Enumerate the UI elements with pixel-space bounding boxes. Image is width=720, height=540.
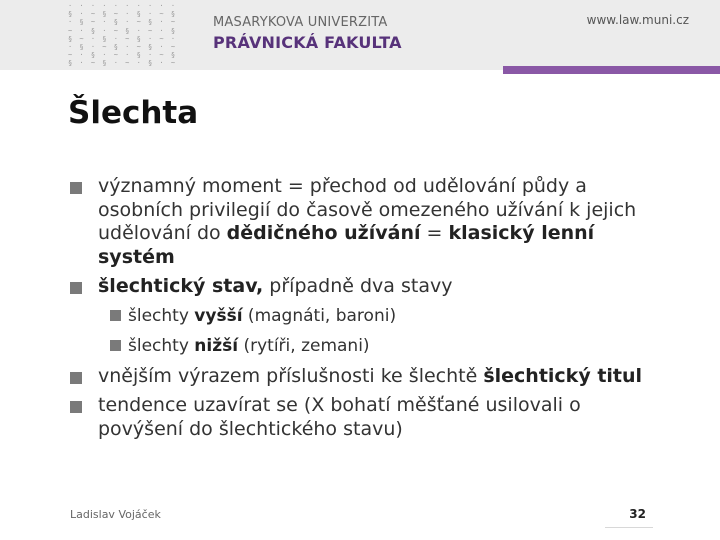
sub-bullet-text: šlechty	[128, 335, 195, 356]
slide-title: Šlechta	[68, 95, 199, 131]
bullet-text: =	[420, 222, 449, 244]
square-bullet-icon	[70, 372, 82, 384]
slide-content	[70, 175, 670, 441]
header-band	[0, 0, 720, 70]
university-logo-pattern: · · · · · · · · · · § · ~ § ~ · § · ~ § · § ~ · § · ~ § · ~ ~ · § · ~ § · ~ · § § ~ · § · ~ § · ~ · · § · ~ § · ~ § · ~ ~ · § · ~ · § · ~ § § · ~ § · ~ · § · ~	[68, 2, 177, 68]
sub-bullet-item-2	[70, 335, 670, 357]
bullet-text: vnějším výrazem příslušnosti ke šlechtě	[98, 364, 484, 387]
bullet-text: tendence uzavírat se (X bohatí měšťané usilovali o povýšení do šlechtického stavu)	[98, 394, 581, 440]
website-url[interactable]: www.law.muni.cz	[586, 13, 689, 27]
square-bullet-icon	[70, 282, 82, 294]
bullet-text: případně dva stavy	[263, 275, 453, 297]
sub-bullet-text: (rytíři, zemani)	[238, 335, 370, 356]
page-number: 32	[629, 507, 646, 521]
sub-bullet-text: šlechty	[128, 305, 195, 326]
bullet-item-1	[70, 175, 670, 269]
square-bullet-icon	[70, 182, 82, 194]
square-bullet-icon	[110, 340, 121, 351]
bullet-item-2	[70, 275, 670, 299]
bullet-bold-text: klasický lenní systém	[98, 222, 595, 268]
bullet-item-3	[70, 365, 670, 389]
sub-bullet-bold-text: vyšší	[194, 305, 243, 326]
bullet-bold-text: dědičného užívání	[226, 222, 421, 244]
footer-author: Ladislav Vojáček	[70, 508, 161, 521]
bullet-bold-text: šlechtický stav,	[98, 275, 264, 297]
faculty-name: PRÁVNICKÁ FAKULTA	[213, 33, 402, 52]
bullet-item-4	[70, 394, 670, 441]
university-name: MASARYKOVA UNIVERZITA	[213, 15, 388, 30]
sub-bullet-item-1	[70, 305, 670, 327]
bullet-bold-text: šlechtický titul	[483, 364, 643, 387]
bullet-text: významný moment = přechod od udělování půdy a osobních privilegií do časově omezeného užívání k jejich udělování do	[98, 175, 637, 244]
square-bullet-icon	[110, 310, 121, 321]
page-number-divider	[605, 527, 653, 528]
accent-bar	[503, 66, 720, 74]
square-bullet-icon	[70, 401, 82, 413]
sub-bullet-bold-text: nižší	[194, 335, 239, 356]
sub-bullet-text: (magnáti, baroni)	[242, 305, 397, 326]
